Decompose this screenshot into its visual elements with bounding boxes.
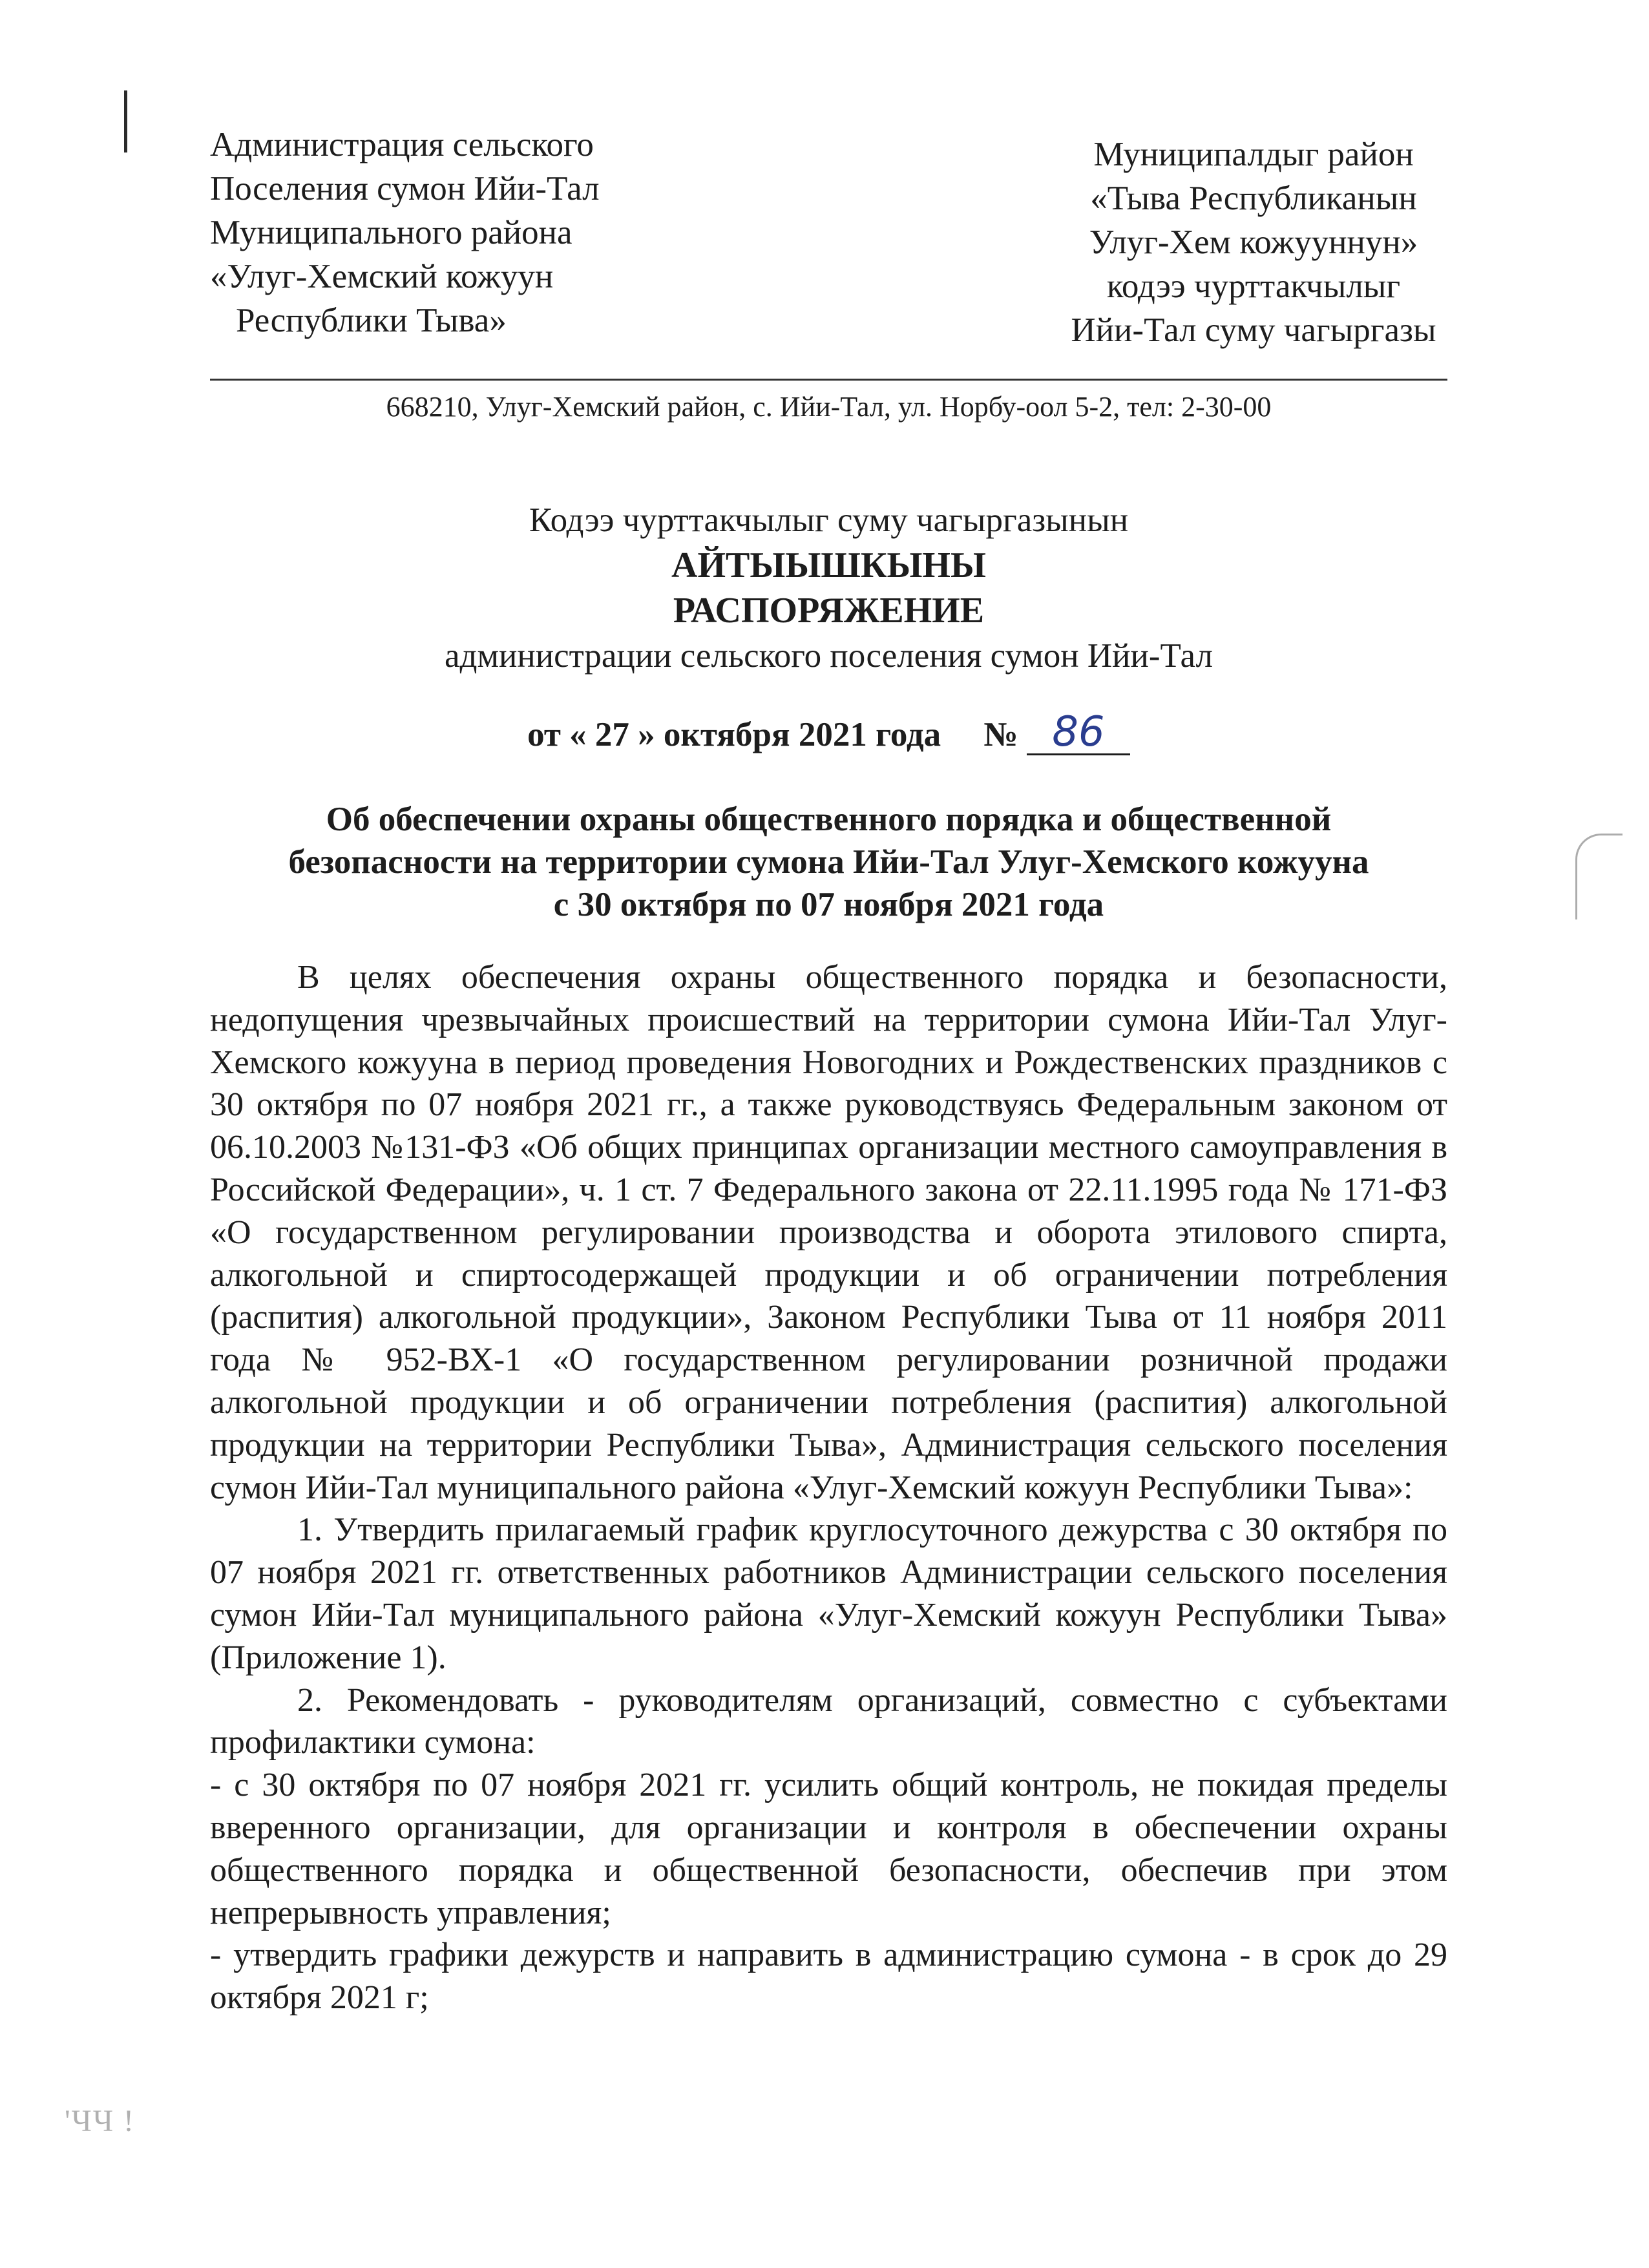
scan-artifact-mark — [1575, 834, 1623, 919]
address-line: 668210, Улуг-Хемский район, с. Ийи-Тал, ул. Норбу-оол 5-2, тел: 2-30-00 — [386, 391, 1272, 423]
title-russian: РАСПОРЯЖЕНИЕ — [673, 591, 985, 631]
header-divider — [210, 379, 1447, 381]
date-number-line — [210, 708, 1447, 757]
document-number: 86 — [1027, 711, 1130, 755]
subject-line: с 30 октября по 07 ноября 2021 года — [553, 886, 1104, 923]
subject-line: Об обеспечении охраны общественного порядка и общественной — [326, 801, 1332, 838]
title-line-tuvan-authority: Кодээ чурттакчылыг суму чагыргазынын — [529, 501, 1129, 539]
number-label: № — [983, 716, 1018, 753]
title-line-russian-authority: администрации сельского поселения сумон Ийи-Тал — [444, 637, 1213, 675]
document-subject — [210, 798, 1447, 926]
item-2-paragraph: 2. Рекомендовать - руководителям организаций, совместно с субъектами профилактики сумона: — [210, 1681, 1447, 1761]
item-2-subitem: - с 30 октября по 07 ноября 2021 гг. усилить общий контроль, не покидая пределы вверенного организации, для организации и контроля в обеспечении охраны общественного порядка и общественной безопасности, обеспечив при этом непрерывность управления; — [210, 1767, 1447, 1931]
header-left-line: Поселения сумон Ийи-Тал — [210, 170, 600, 207]
item-1-paragraph: 1. Утвердить прилагаемый график круглосуточного дежурства с 30 октября по 07 ноября 2021 гг. ответственных работников Администрации сельского поселения сумон Ийи-Тал муниципального района «Улуг-Хемский кожуун Республики Тыва» (Приложение 1). — [210, 1511, 1447, 1676]
header-right-line: Ийи-Тал суму чагыргазы — [1071, 311, 1436, 349]
header-right-line: «Тыва Республиканын — [1090, 180, 1417, 217]
header-left-line: Республики Тыва» — [236, 302, 507, 339]
header-left-line: Администрация сельского — [210, 126, 594, 163]
scan-artifact-text: 'ЧЧ ! — [65, 2104, 136, 2138]
document-body — [210, 956, 1447, 2019]
header-right-line: кодээ чурттакчылыг — [1106, 268, 1401, 305]
document-titles — [210, 498, 1447, 678]
scan-artifact-line — [124, 90, 127, 152]
subject-line: безопасности на территории сумона Ийи-Тал Улуг-Хемского кожууна — [288, 843, 1369, 881]
header-left-line: «Улуг-Хемский кожуун — [210, 258, 554, 295]
header-right-line: Улуг-Хем кожууннун» — [1089, 224, 1418, 261]
header-left-line: Муниципального района — [210, 214, 572, 251]
item-2-subitem: - утвердить графики дежурств и направить в администрацию сумона - в срок до 29 октября 2021 г; — [210, 1937, 1447, 2017]
header-right-line: Муниципалдыг район — [1093, 136, 1414, 173]
title-tuvan: АЙТЫЫШКЫНЫ — [671, 545, 986, 585]
document-date: от « 27 » октября 2021 года — [527, 716, 941, 753]
header-left-block — [210, 123, 600, 342]
preamble-paragraph: В целях обеспечения охраны общественного порядка и безопасности, недопущения чрезвычайных происшествий на территории сумона Ийи-Тал Улуг-Хемского кожууна в период проведения Новогодних и Рождественских праздников с 30 октября по 07 ноября 2021 гг., а также руководствуясь Федеральным законом от 06.10.2003 №131-ФЗ «Об общих принципах организации местного самоуправления в Российской Федерации», ч. 1 ст. 7 Федерального закона от 22.11.1995 года № 171-ФЗ «О государственном регулировании производства и оборота этилового спирта, алкогольной и спиртосодержащей продукции и об ограничении потребления (распития) алкогольной продукции», Законом Республики Тыва от 11 ноября 2011 года № 952-ВХ-1 «О государственном регулировании розничной продажи алкогольной продукции и об ограничении потребления (распития) алкогольной продукции на территории Республики Тыва», Администрация сельского поселения сумон Ийи-Тал муниципального района «Улуг-Хемский кожуун Республики Тыва»: — [210, 959, 1447, 1506]
header-right-block — [1034, 132, 1473, 352]
